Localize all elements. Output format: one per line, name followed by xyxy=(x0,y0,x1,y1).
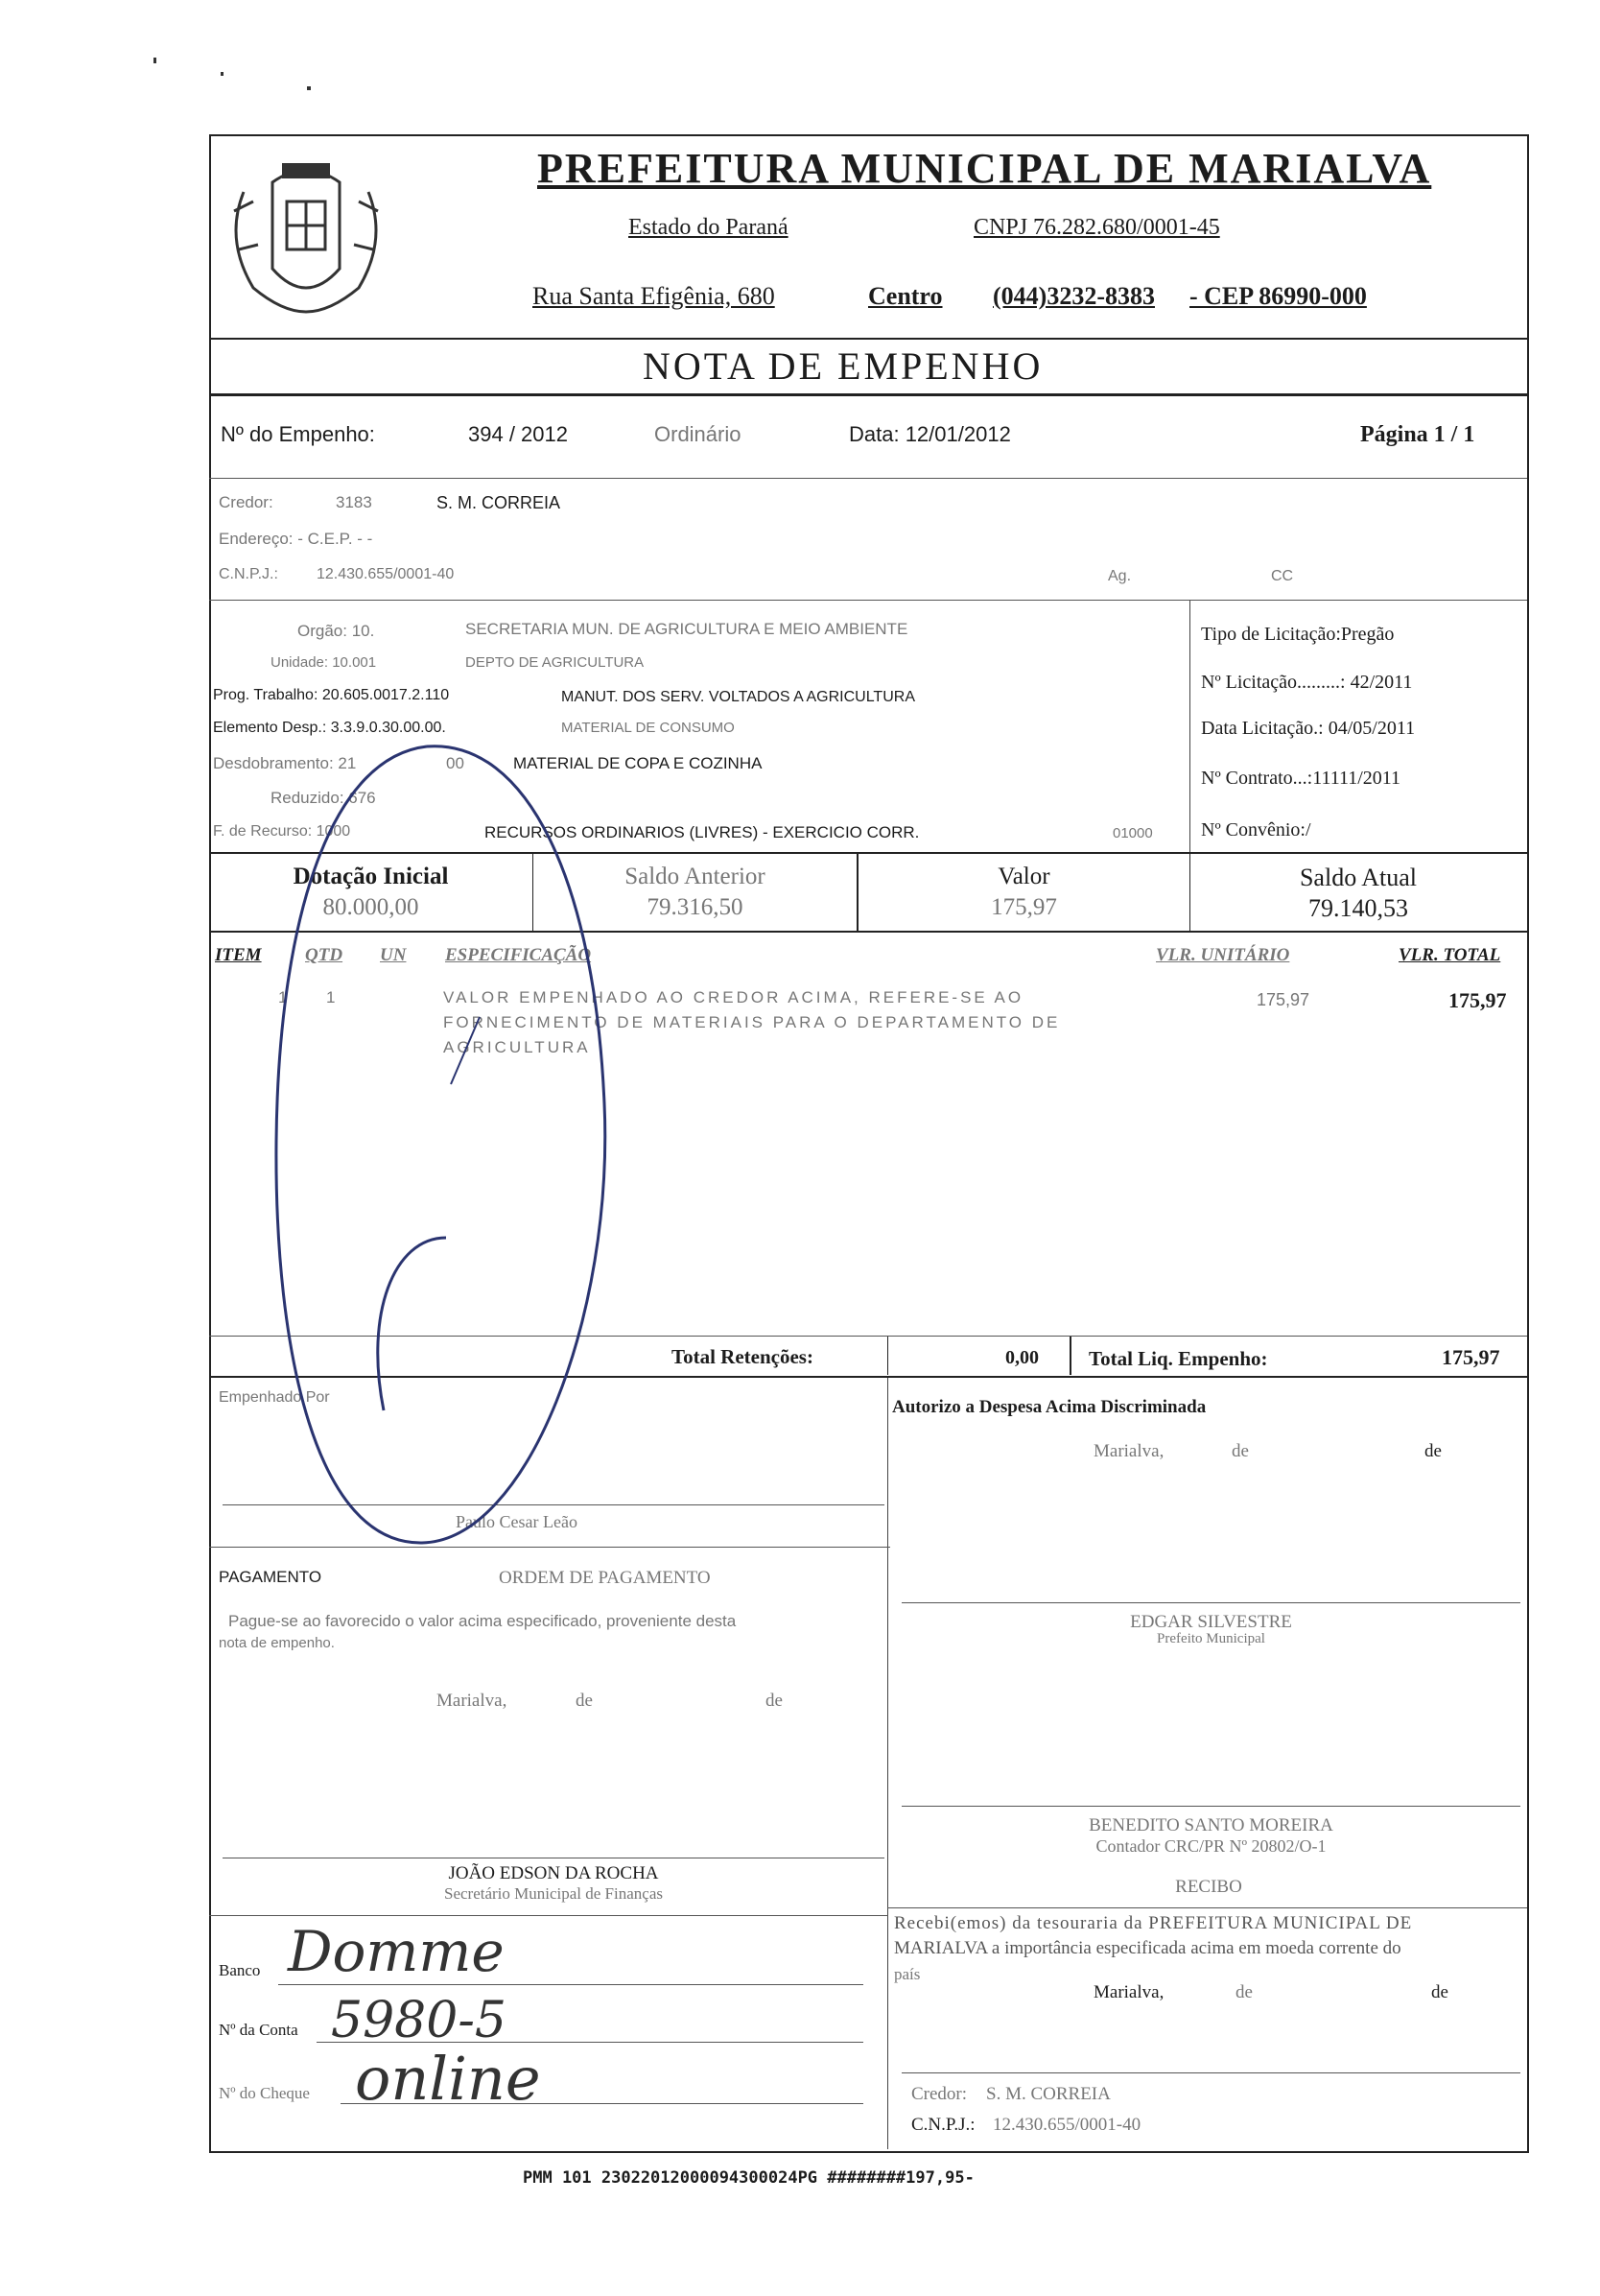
banco-line xyxy=(278,1984,863,1985)
empenho-type: Ordinário xyxy=(654,422,741,446)
elemento-despesa: Elemento Desp.: 3.3.9.0.30.00.00. xyxy=(213,720,446,736)
scan-speck xyxy=(221,72,224,76)
divider xyxy=(209,600,1527,601)
numero-contrato: Nº Contrato...:11111/2011 xyxy=(1201,768,1401,789)
conta-handwriting: 5980-5 xyxy=(331,1992,506,2049)
orgao-name: SECRETARIA MUN. DE AGRICULTURA E MEIO AMBIENTE xyxy=(465,620,908,638)
credor-label: Credor: xyxy=(219,493,273,511)
banco-label: Banco xyxy=(219,1961,261,1979)
total-liquido-value: 175,97 xyxy=(1442,1345,1500,1369)
divider xyxy=(1189,601,1190,852)
empenho-date: Data: 12/01/2012 xyxy=(849,422,1011,446)
total-liquido-label: Total Liq. Empenho: xyxy=(1089,1347,1268,1370)
pague-text-2: nota de empenho. xyxy=(219,1635,335,1651)
dotacao-inicial-label: Dotação Inicial xyxy=(293,864,449,889)
divider xyxy=(887,1907,1527,1908)
empenhado-por: Empenhado Por xyxy=(219,1389,330,1406)
signature-line xyxy=(902,1806,1520,1807)
contador-name: BENEDITO SANTO MOREIRA xyxy=(1089,1815,1333,1835)
numero-convenio: Nº Convênio:/ xyxy=(1201,819,1311,840)
footer-code: PMM 101 23022012000094300024PG ########197,95- xyxy=(523,2168,975,2188)
unidade-name: DEPTO DE AGRICULTURA xyxy=(465,654,645,671)
pagamento-marialva: Marialva, xyxy=(436,1691,507,1711)
secretario-name: JOÃO EDSON DA ROCHA xyxy=(448,1863,659,1883)
divider xyxy=(209,393,1527,396)
tipo-licitacao: Tipo de Licitação:Pregão xyxy=(1201,624,1395,645)
row-spec-line-2: FORNECIMENTO DE MATERIAIS PARA O DEPARTAMENTO DE xyxy=(443,1013,1061,1031)
saldo-atual-label: Saldo Atual xyxy=(1299,864,1418,891)
signature-line xyxy=(902,1602,1520,1603)
pague-text-1: Pague-se ao favorecido o valor acima especificado, proveniente desta xyxy=(228,1612,737,1630)
desdobramento: Desdobramento: 21 xyxy=(213,754,357,772)
header-district: Centro xyxy=(868,282,943,310)
row-spec-line-3: AGRICULTURA xyxy=(443,1038,591,1056)
recibo-text-1: Recebi(emos) da tesouraria da PREFEITURA MUNICIPAL DE xyxy=(894,1913,1413,1933)
header-cnpj: CNPJ 76.282.680/0001-45 xyxy=(974,215,1220,240)
desdobramento-name: MATERIAL DE COPA E COZINHA xyxy=(513,754,763,772)
col-header-vlr-total: VLR. TOTAL xyxy=(1399,945,1501,965)
col-header-qtd: QTD xyxy=(305,945,343,965)
fonte-recurso: F. de Recurso: 1000 xyxy=(213,823,351,840)
autorizo-de-2: de xyxy=(1424,1441,1442,1461)
autorizo-despesa: Autorizo a Despesa Acima Discriminada xyxy=(892,1397,1207,1417)
pagamento-de-1: de xyxy=(576,1691,593,1711)
empenho-label: Nº do Empenho: xyxy=(221,422,375,446)
reduzido: Reduzido: 676 xyxy=(271,789,376,807)
header-street: Rua Santa Efigênia, 680 xyxy=(532,282,775,310)
saldo-anterior-value: 79.316,50 xyxy=(647,894,743,920)
recibo-cnpj: 12.430.655/0001-40 xyxy=(993,2115,1141,2135)
divider xyxy=(1070,1337,1071,1375)
recibo-text-3: país xyxy=(894,1965,921,1983)
recibo-text-2: MARIALVA a importância especificada acima em moeda corrente do xyxy=(894,1938,1401,1958)
secretario-role: Secretário Municipal de Finanças xyxy=(443,1884,663,1903)
prefeito-role: Prefeito Municipal xyxy=(1157,1631,1265,1646)
divider xyxy=(209,338,1527,340)
fonte-recurso-name: RECURSOS ORDINARIOS (LIVRES) - EXERCICIO CORR. xyxy=(484,823,920,841)
row-total-value: 175,97 xyxy=(1448,988,1507,1012)
municipal-coat-of-arms-icon xyxy=(215,154,397,326)
recibo-credor-label: Credor: xyxy=(911,2084,968,2104)
divider xyxy=(209,478,1527,479)
header-cep: - CEP 86990-000 xyxy=(1189,282,1367,310)
contador-role: Contador CRC/PR Nº 20802/O-1 xyxy=(1095,1836,1327,1856)
signature-line xyxy=(902,2072,1520,2073)
banco-handwriting: Domme xyxy=(288,1919,505,1984)
col-header-especificacao: ESPECIFICAÇÃO xyxy=(445,945,592,965)
recibo-title: RECIBO xyxy=(1175,1877,1242,1897)
orgao: Orgão: 10. xyxy=(297,622,375,640)
credor-address: Endereço: - C.E.P. - - xyxy=(219,530,373,548)
fonte-recurso-code: 01000 xyxy=(1113,825,1153,841)
doc-title: NOTA DE EMPENHO xyxy=(643,344,1044,388)
row-item: 1 xyxy=(278,988,288,1006)
header-title: PREFEITURA MUNICIPAL DE MARIALVA xyxy=(537,145,1432,192)
recibo-de-1: de xyxy=(1235,1982,1253,2002)
row-spec-line-1: VALOR EMPENHADO AO CREDOR ACIMA, REFERE-SE AO xyxy=(443,988,1024,1006)
credor-ag: Ag. xyxy=(1108,568,1132,584)
credor-cnpj: 12.430.655/0001-40 xyxy=(317,566,455,582)
pagamento-de-2: de xyxy=(765,1691,783,1711)
saldo-atual-value: 79.140,53 xyxy=(1308,894,1408,922)
paulo-cesar-leao: Paulo Cesar Leão xyxy=(456,1512,577,1531)
scan-speck xyxy=(153,58,156,63)
handwritten-oval-mark xyxy=(259,739,624,1554)
unidade: Unidade: 10.001 xyxy=(271,654,377,671)
credor-name: S. M. CORREIA xyxy=(436,493,561,512)
ordem-pagamento: ORDEM DE PAGAMENTO xyxy=(499,1568,711,1588)
dotacao-inicial-value: 80.000,00 xyxy=(322,894,419,920)
valor-label: Valor xyxy=(998,864,1050,889)
scan-speck xyxy=(307,86,311,90)
col-header-vlr-unitario: VLR. UNITÁRIO xyxy=(1156,945,1290,965)
elemento-despesa-name: MATERIAL DE CONSUMO xyxy=(561,720,735,736)
saldo-anterior-label: Saldo Anterior xyxy=(624,864,765,889)
recibo-marialva: Marialva, xyxy=(1094,1982,1165,2002)
divider xyxy=(1189,854,1190,931)
page-number: Página 1 / 1 xyxy=(1360,422,1475,447)
programa-trabalho-name: MANUT. DOS SERV. VOLTADOS A AGRICULTURA xyxy=(561,689,915,705)
empenho-number: 394 / 2012 xyxy=(468,422,568,446)
col-header-item: ITEM xyxy=(215,945,262,965)
cheque-handwriting: online xyxy=(355,2044,541,2114)
row-qtd: 1 xyxy=(326,988,336,1006)
numero-licitacao: Nº Licitação.........: 42/2011 xyxy=(1201,672,1413,693)
desdobramento-code: 00 xyxy=(446,754,464,772)
credor-cnpj-label: C.N.P.J.: xyxy=(219,566,278,582)
autorizo-marialva: Marialva, xyxy=(1094,1441,1165,1461)
valor-value: 175,97 xyxy=(991,894,1057,920)
pagamento-label: PAGAMENTO xyxy=(219,1568,322,1586)
divider xyxy=(209,1915,888,1916)
header-phone: (044)3232-8383 xyxy=(993,282,1155,310)
col-header-un: UN xyxy=(380,945,407,965)
credor-code: 3183 xyxy=(336,493,372,511)
row-unit-value: 175,97 xyxy=(1257,990,1310,1009)
divider xyxy=(887,1337,888,1375)
recibo-credor-name: S. M. CORREIA xyxy=(986,2084,1111,2104)
credor-cc: CC xyxy=(1271,568,1294,584)
data-licitacao: Data Licitação.: 04/05/2011 xyxy=(1201,718,1416,739)
recibo-cnpj-label: C.N.P.J.: xyxy=(911,2115,976,2135)
divider xyxy=(887,1378,888,2149)
cheque-label: Nº do Cheque xyxy=(219,2084,310,2102)
programa-trabalho: Prog. Trabalho: 20.605.0017.2.110 xyxy=(213,687,450,703)
total-retencoes-label: Total Retenções: xyxy=(671,1345,813,1368)
total-retencoes-value: 0,00 xyxy=(1005,1347,1039,1368)
prefeito-name: EDGAR SILVESTRE xyxy=(1130,1612,1292,1632)
conta-label: Nº da Conta xyxy=(219,2021,298,2039)
header-state: Estado do Paraná xyxy=(628,215,788,240)
autorizo-de-1: de xyxy=(1232,1441,1249,1461)
recibo-de-2: de xyxy=(1431,1982,1448,2002)
